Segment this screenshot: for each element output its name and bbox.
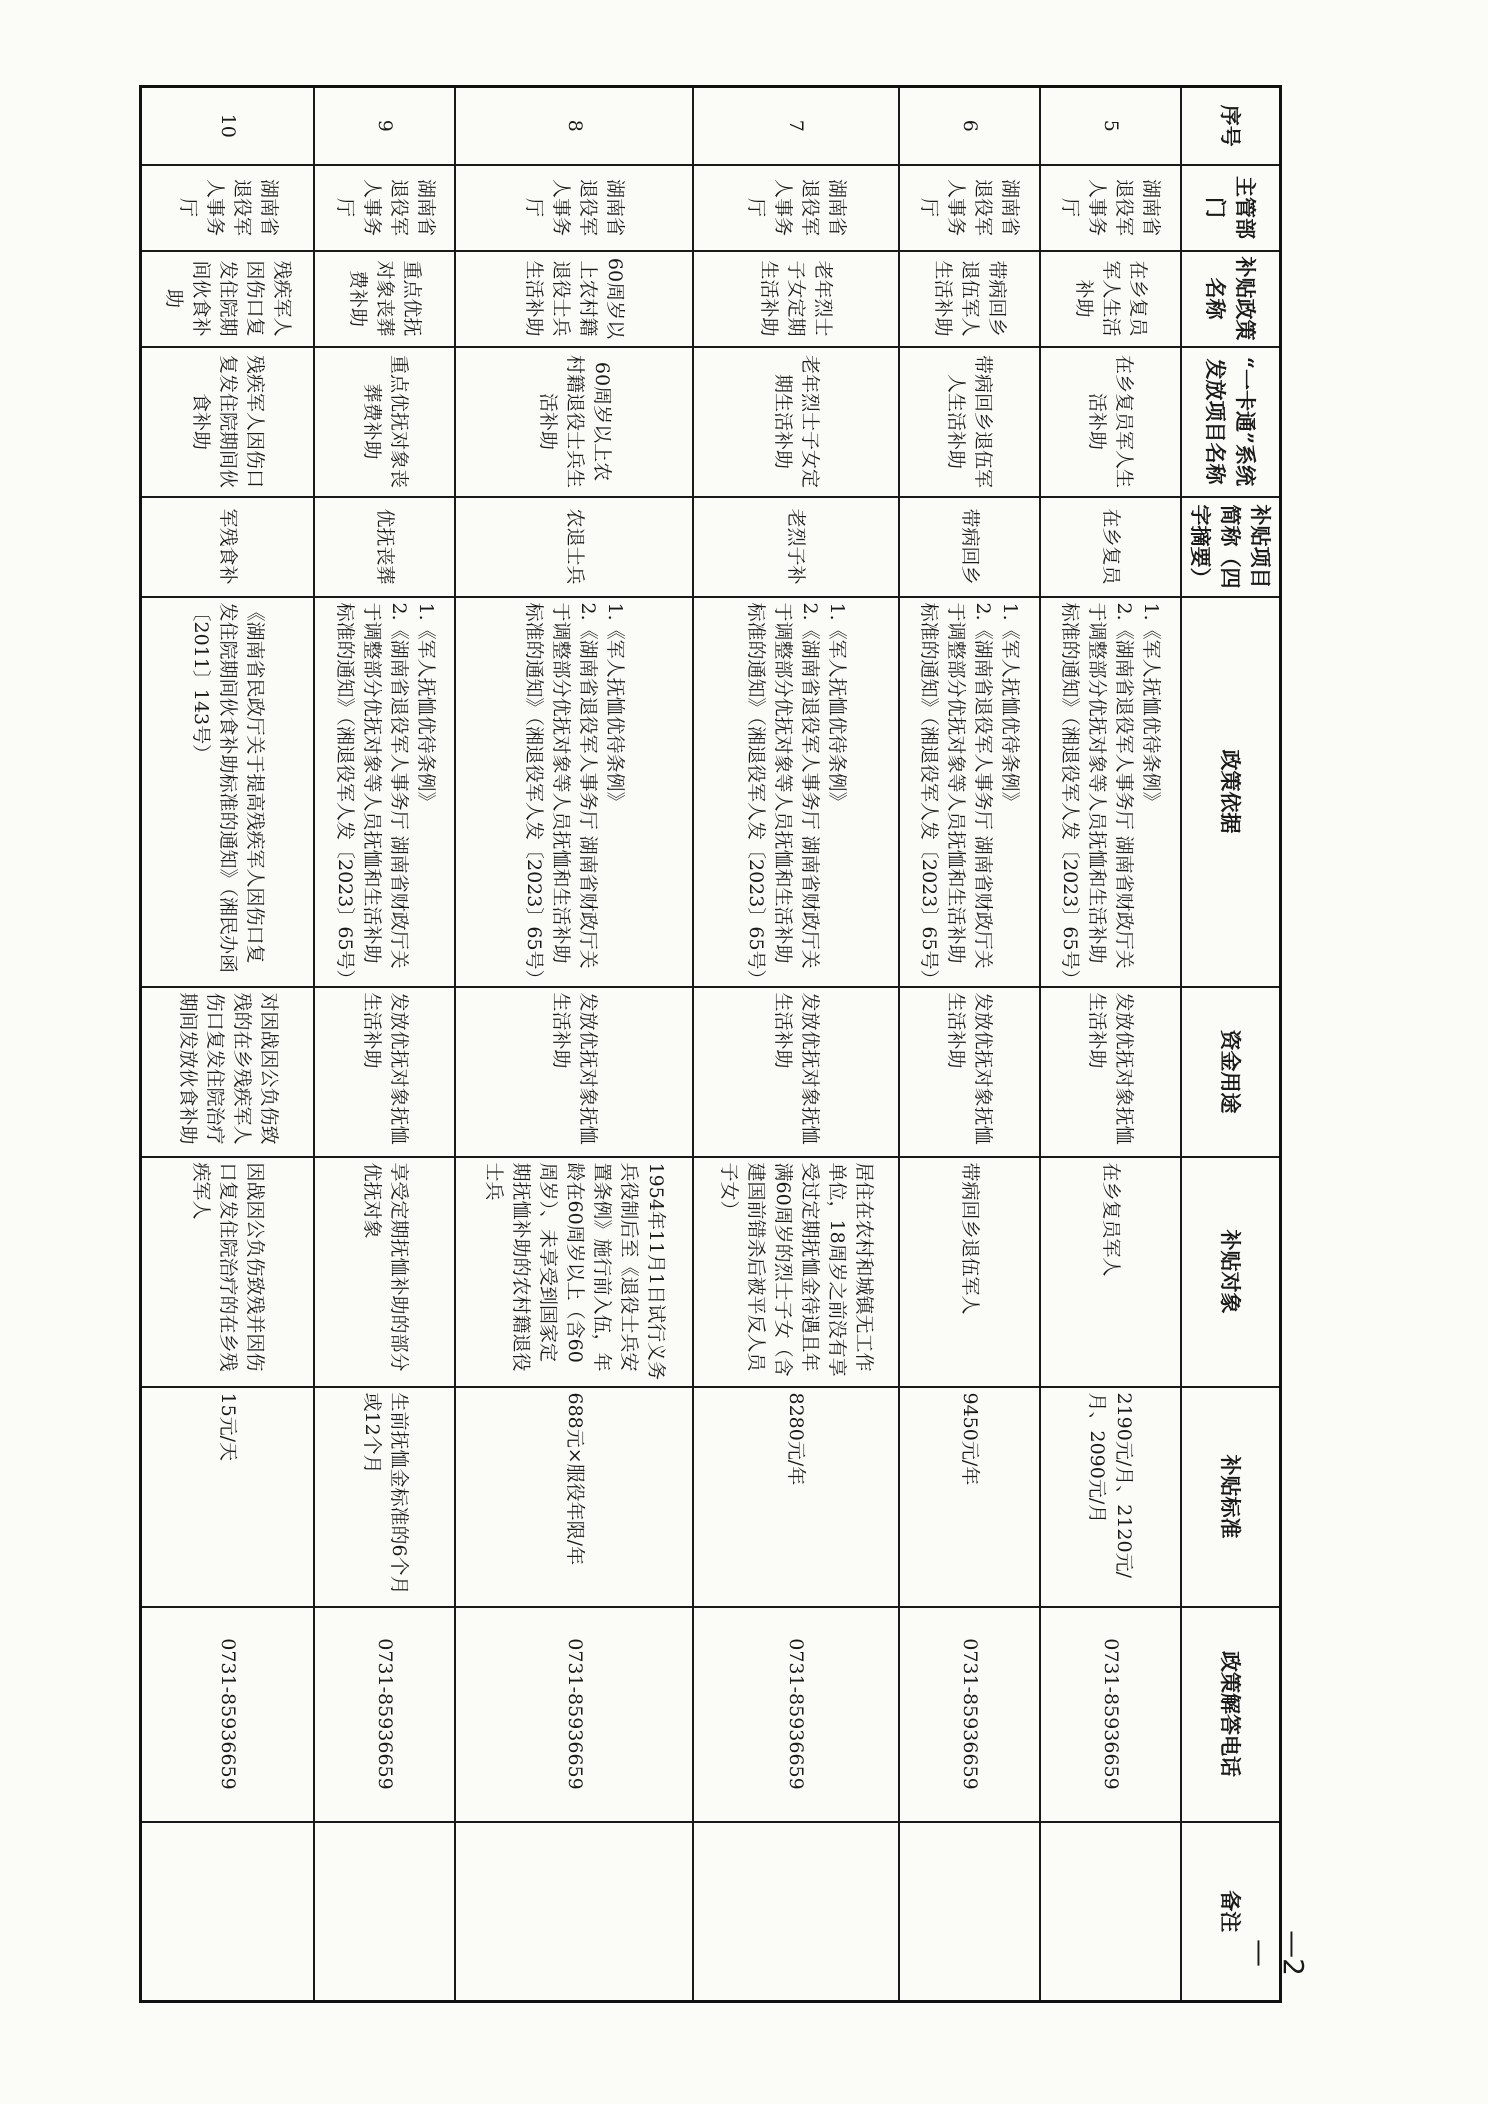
header-dept: 主管部门 xyxy=(1181,165,1281,251)
cell-target: 因战因公负伤致残并因伤口复发住院治疗的在乡残疾军人 xyxy=(141,1157,315,1387)
cell-abbr: 带病回乡 xyxy=(899,497,1040,597)
cell-target: 居住在农村和城镇无工作单位，18周岁之前没有享受过定期抚恤金待遇且年满60周岁的烈士子女（含建国前错杀后被平反人员子女） xyxy=(693,1157,899,1387)
cell-usage: 发放优抚对象抚恤生活补助 xyxy=(455,987,693,1157)
page-number: —2— xyxy=(1244,1930,1310,1976)
cell-usage: 发放优抚对象抚恤生活补助 xyxy=(1040,987,1181,1157)
cell-abbr: 农退士兵 xyxy=(455,497,693,597)
cell-note xyxy=(1040,1822,1181,2002)
table-header-row xyxy=(1181,87,1281,2002)
header-note: 备注 xyxy=(1181,1822,1281,2002)
cell-note xyxy=(141,1822,315,2002)
cell-phone: 0731-85936659 xyxy=(899,1607,1040,1822)
header-seq: 序号 xyxy=(1181,87,1281,165)
basis-line-1: 1.《军人抚恤优待条例》 xyxy=(1140,602,1163,811)
cell-policy-name: 重点优抚对象丧葬费补助 xyxy=(314,251,455,347)
basis-line-1: 《湖南省民政厅关于提高残疾军人因伤口复发住院期间伙食补助标准的通知》（湘民办函〔2011〕143号） xyxy=(190,602,267,974)
cell-seq: 6 xyxy=(899,87,1040,165)
cell-note xyxy=(693,1822,899,2002)
cell-standard: 15元/天 xyxy=(141,1387,315,1607)
table-row xyxy=(455,87,693,2002)
cell-card-name: 60周岁以上农村籍退役士兵生活补助 xyxy=(455,347,693,497)
cell-note xyxy=(314,1822,455,2002)
cell-seq: 5 xyxy=(1040,87,1181,165)
cell-standard: 8280元/年 xyxy=(693,1387,899,1607)
header-standard: 补贴标准 xyxy=(1181,1387,1281,1607)
cell-phone: 0731-85936659 xyxy=(314,1607,455,1822)
cell-card-name: 带病回乡退伍军人生活补助 xyxy=(899,347,1040,497)
cell-basis xyxy=(1040,597,1181,987)
cell-card-name: 老年烈士子女定期生活补助 xyxy=(693,347,899,497)
cell-card-name: 重点优抚对象丧葬费补助 xyxy=(314,347,455,497)
basis-line-2: 2.《湖南省退役军人事务厅 湖南省财政厅关于调整部分优抚对象等人员抚恤和生活补助标准的通知》（湘退役军人发〔2023〕65号） xyxy=(333,602,410,989)
table-row xyxy=(693,87,899,2002)
basis-line-2: 2.《湖南省退役军人事务厅 湖南省财政厅关于调整部分优抚对象等人员抚恤和生活补助标准的通知》（湘退役军人发〔2023〕65号） xyxy=(918,602,995,989)
basis-line-2: 2.《湖南省退役军人事务厅 湖南省财政厅关于调整部分优抚对象等人员抚恤和生活补助标准的通知》（湘退役军人发〔2023〕65号） xyxy=(1059,602,1136,989)
table-row xyxy=(314,87,455,2002)
cell-policy-name: 残疾军人因伤口复发住院期间伙食补助 xyxy=(141,251,315,347)
cell-abbr: 军残食补 xyxy=(141,497,315,597)
header-abbr: 补贴项目简称（四字摘要） xyxy=(1181,497,1281,597)
basis-line-1: 1.《军人抚恤优待条例》 xyxy=(414,602,437,811)
cell-abbr: 老烈子补 xyxy=(693,497,899,597)
basis-line-1: 1.《军人抚恤优待条例》 xyxy=(825,602,848,811)
cell-phone: 0731-85936659 xyxy=(1040,1607,1181,1822)
cell-dept: 湖南省退役军人事务厅 xyxy=(899,165,1040,251)
cell-seq: 8 xyxy=(455,87,693,165)
cell-dept: 湖南省退役军人事务厅 xyxy=(141,165,315,251)
cell-basis xyxy=(455,597,693,987)
cell-phone: 0731-85936659 xyxy=(455,1607,693,1822)
cell-dept: 湖南省退役军人事务厅 xyxy=(693,165,899,251)
cell-phone: 0731-85936659 xyxy=(693,1607,899,1822)
basis-line-1: 1.《军人抚恤优待条例》 xyxy=(999,602,1022,811)
basis-line-2: 2.《湖南省退役军人事务厅 湖南省财政厅关于调整部分优抚对象等人员抚恤和生活补助标准的通知》（湘退役军人发〔2023〕65号） xyxy=(744,602,821,989)
cell-abbr: 优抚丧葬 xyxy=(314,497,455,597)
cell-dept: 湖南省退役军人事务厅 xyxy=(1040,165,1181,251)
cell-note xyxy=(455,1822,693,2002)
cell-usage: 发放优抚对象抚恤生活补助 xyxy=(693,987,899,1157)
cell-standard: 688元×服役年限/年 xyxy=(455,1387,693,1607)
subsidy-table xyxy=(139,85,1282,2003)
cell-policy-name: 带病回乡退伍军人生活补助 xyxy=(899,251,1040,347)
table-row xyxy=(899,87,1040,2002)
cell-standard: 生前抚恤金标准的6个月或12个月 xyxy=(314,1387,455,1607)
table-row xyxy=(141,87,315,2002)
cell-standard: 9450元/年 xyxy=(899,1387,1040,1607)
cell-abbr: 在乡复员 xyxy=(1040,497,1181,597)
cell-target: 1954年11月1日试行义务兵役制后至《退役士兵安置条例》施行前入伍，年龄在60周岁以上（含60周岁）、未享受到国家定期抚恤补助的农村籍退役士兵 xyxy=(455,1157,693,1387)
cell-basis xyxy=(693,597,899,987)
cell-policy-name: 60周岁以上农村籍退役士兵生活补助 xyxy=(455,251,693,347)
cell-target: 享受定期抚恤补助的部分优抚对象 xyxy=(314,1157,455,1387)
table-row xyxy=(1040,87,1181,2002)
cell-phone: 0731-85936659 xyxy=(141,1607,315,1822)
basis-line-2: 2.《湖南省退役军人事务厅 湖南省财政厅关于调整部分优抚对象等人员抚恤和生活补助标准的通知》（湘退役军人发〔2023〕65号） xyxy=(523,602,600,989)
cell-standard: 2190元/月、2120元/月、2090元/月 xyxy=(1040,1387,1181,1607)
cell-basis xyxy=(314,597,455,987)
basis-line-1: 1.《军人抚恤优待条例》 xyxy=(604,602,627,811)
cell-usage: 发放优抚对象抚恤生活补助 xyxy=(314,987,455,1157)
cell-seq: 9 xyxy=(314,87,455,165)
cell-target: 在乡复员军人 xyxy=(1040,1157,1181,1387)
header-basis: 政策依据 xyxy=(1181,597,1281,987)
header-card-name: “一卡通”系统发放项目名称 xyxy=(1181,347,1281,497)
header-target: 补贴对象 xyxy=(1181,1157,1281,1387)
cell-dept: 湖南省退役军人事务厅 xyxy=(314,165,455,251)
header-usage: 资金用途 xyxy=(1181,987,1281,1157)
header-phone: 政策解答电话 xyxy=(1181,1607,1281,1822)
cell-note xyxy=(899,1822,1040,2002)
cell-card-name: 在乡复员军人生活补助 xyxy=(1040,347,1181,497)
cell-policy-name: 在乡复员军人生活补助 xyxy=(1040,251,1181,347)
cell-seq: 7 xyxy=(693,87,899,165)
header-policy-name: 补贴政策名称 xyxy=(1181,251,1281,347)
cell-card-name: 残疾军人因伤口复发住院期间伙食补助 xyxy=(141,347,315,497)
cell-target: 带病回乡退伍军人 xyxy=(899,1157,1040,1387)
cell-basis xyxy=(899,597,1040,987)
cell-dept: 湖南省退役军人事务厅 xyxy=(455,165,693,251)
cell-policy-name: 老年烈士子女定期生活补助 xyxy=(693,251,899,347)
cell-usage: 对因战因公负伤致残的在乡残疾军人伤口复发住院治疗期间发放伙食补助 xyxy=(141,987,315,1157)
cell-seq: 10 xyxy=(141,87,315,165)
rotated-page-content xyxy=(139,85,1282,2000)
cell-usage: 发放优抚对象抚恤生活补助 xyxy=(899,987,1040,1157)
cell-basis xyxy=(141,597,315,987)
